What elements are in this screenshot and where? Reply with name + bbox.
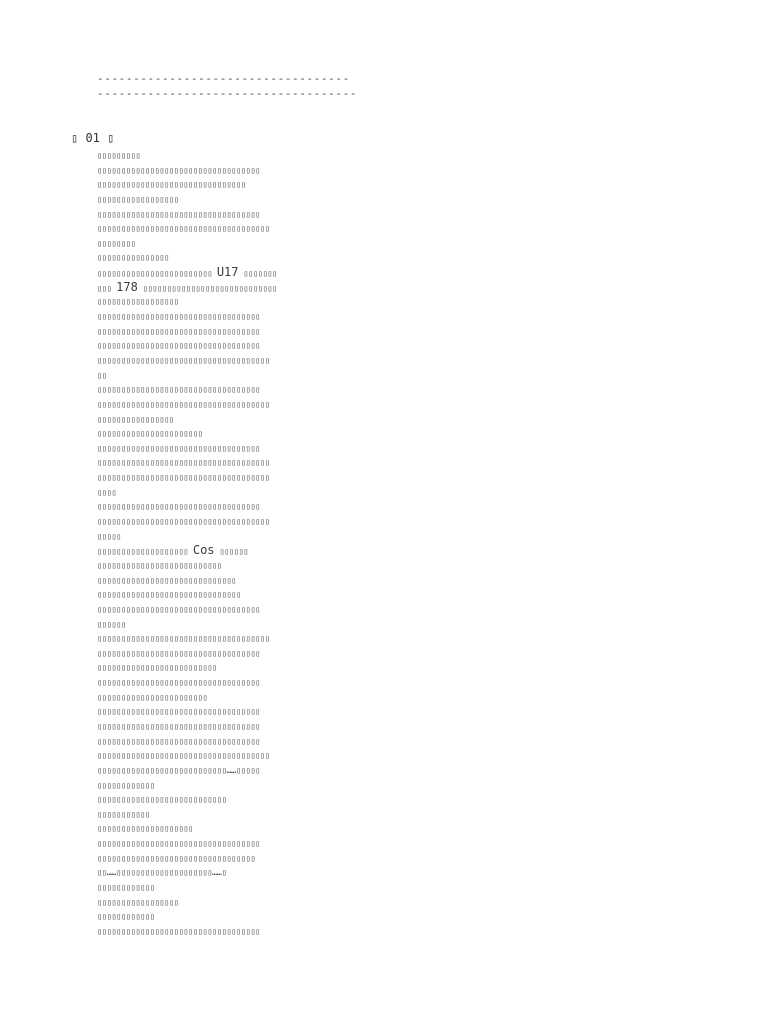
text-line: ▯▯▯▯▯▯▯▯▯▯▯▯▯▯▯▯▯▯▯▯▯▯▯▯▯▯▯▯▯▯▯▯▯▯: [97, 603, 260, 614]
text-line: ▯▯▯▯▯▯▯▯▯▯▯▯▯▯▯▯▯▯▯▯▯▯▯▯ U17 ▯▯▯▯▯▯▯: [97, 265, 277, 280]
text-line: ▯▯……▯▯▯▯▯▯▯▯▯▯▯▯▯▯▯▯▯▯▯▯……▯: [97, 867, 227, 878]
text-line: ▯▯▯▯▯▯▯▯▯▯▯▯▯▯▯▯▯▯▯▯▯▯▯▯▯▯▯▯▯: [97, 574, 236, 585]
text-line: ▯▯▯▯▯▯▯▯▯▯▯▯▯▯▯▯▯▯▯▯▯▯▯▯▯▯▯▯▯▯▯▯▯▯: [97, 442, 260, 453]
text-line: ▯▯▯▯▯▯▯▯▯▯▯▯▯▯▯▯▯▯▯▯▯▯▯▯▯▯▯▯▯▯▯▯▯▯: [97, 735, 260, 746]
text-line: ▯▯▯▯▯▯▯▯▯▯▯▯▯▯▯▯▯▯▯▯▯▯▯▯▯▯▯……▯▯▯▯▯: [97, 764, 260, 775]
text-line: ▯▯▯▯▯▯▯▯▯▯▯▯▯▯▯▯▯▯▯▯▯▯▯▯▯▯▯▯▯▯▯▯▯▯: [97, 325, 260, 336]
text-line: ▯▯▯▯▯▯▯▯▯▯▯▯▯▯▯▯▯▯▯▯▯▯▯▯▯▯▯▯▯▯▯▯▯▯: [97, 384, 260, 395]
text-line: ▯▯▯▯▯▯▯▯▯▯▯▯▯▯▯▯▯▯▯▯▯▯▯▯▯: [97, 662, 217, 673]
inline-latin-text: 178: [116, 279, 138, 294]
text-line: ▯▯▯▯▯▯▯▯▯▯▯▯▯▯▯▯▯▯▯▯▯▯▯▯▯▯▯▯▯▯▯▯▯▯: [97, 501, 260, 512]
text-line: ▯▯▯▯▯▯▯▯▯▯▯▯▯▯▯▯▯▯▯ Cos ▯▯▯▯▯▯: [97, 543, 249, 558]
text-line: ▯▯▯▯▯▯▯▯▯▯▯▯▯▯▯▯▯▯▯▯▯▯▯▯▯▯▯▯▯▯: [97, 589, 241, 600]
text-line: ▯▯▯▯▯▯▯▯▯▯▯▯▯▯▯: [97, 252, 169, 263]
text-line: ▯▯▯▯▯▯▯▯▯▯▯▯▯▯▯▯▯▯▯▯▯▯▯▯▯▯▯▯▯▯▯▯▯▯▯▯: [97, 750, 270, 761]
text-line: ▯▯▯▯▯▯▯▯▯▯▯▯▯▯▯▯▯▯▯▯▯▯▯▯▯▯▯▯▯▯▯▯▯▯: [97, 677, 260, 688]
text-line: ▯▯▯▯▯▯▯▯▯▯▯▯▯▯▯▯▯▯▯▯▯▯▯▯▯▯▯▯▯▯▯▯▯▯▯▯: [97, 223, 270, 234]
inline-latin-text: Cos: [192, 543, 215, 558]
text-line: ▯▯▯▯▯▯▯▯▯: [97, 150, 141, 160]
text-line: ▯▯▯▯▯▯▯▯▯▯▯▯▯▯▯▯▯▯▯▯▯▯▯▯▯▯▯▯▯▯▯▯▯▯▯▯: [97, 516, 270, 527]
inline-latin-text: U17: [216, 265, 239, 280]
text-line: ▯▯▯▯▯▯▯▯▯▯▯▯▯▯▯▯▯▯▯▯▯▯▯▯▯▯▯▯▯▯▯▯▯▯: [97, 720, 260, 731]
text-line: ▯▯▯▯▯▯▯▯▯▯▯▯▯▯▯▯▯▯▯▯▯▯▯▯▯▯▯▯▯▯▯▯▯▯▯▯: [97, 354, 270, 365]
text-line: ▯▯▯▯▯▯▯▯▯▯▯▯▯▯▯▯▯▯▯▯▯▯▯: [97, 691, 208, 702]
text-line: ▯▯▯▯▯▯▯▯▯▯▯▯▯▯▯▯▯▯▯▯: [97, 823, 193, 834]
text-line: ▯▯▯▯▯▯▯▯▯▯▯▯▯▯▯▯▯: [97, 193, 179, 204]
text-line: ▯▯▯▯▯▯▯▯▯▯▯▯▯▯▯▯▯▯▯▯▯▯▯▯▯▯▯▯▯▯▯: [97, 179, 246, 190]
text-line: ▯▯▯▯▯▯▯▯▯▯▯▯▯▯▯▯▯: [97, 896, 179, 907]
text-line: ▯▯▯▯▯▯▯▯▯▯▯▯▯▯▯▯: [97, 413, 174, 424]
text-line: ▯▯▯▯▯▯▯▯▯▯▯▯▯▯▯▯▯▯▯▯▯▯: [97, 428, 203, 439]
text-line: ▯▯▯▯▯▯▯▯▯▯▯▯▯▯▯▯▯▯▯▯▯▯▯▯▯▯▯▯▯▯▯▯▯▯▯▯: [97, 633, 270, 644]
text-line: ▯▯▯▯▯▯▯▯▯▯▯▯▯▯▯▯▯▯▯▯▯▯▯▯▯▯▯▯▯▯▯▯▯▯▯▯: [97, 398, 270, 409]
text-line: ▯▯▯▯▯▯▯▯▯▯▯▯▯▯▯▯▯▯▯▯▯▯▯▯▯▯▯▯▯▯▯▯▯▯: [97, 925, 260, 936]
text-line: ▯▯▯▯▯▯▯▯▯▯▯▯: [97, 779, 155, 790]
text-line: ▯▯▯▯▯▯▯▯▯▯▯▯▯▯▯▯▯▯▯▯▯▯▯▯▯▯▯▯▯▯▯▯▯▯: [97, 647, 260, 658]
text-line: ▯▯▯▯▯▯▯▯▯▯▯▯▯▯▯▯▯: [97, 296, 179, 307]
text-line: ▯▯: [97, 369, 107, 380]
header-rule-top: -----------------------------------: [97, 72, 350, 85]
chapter-heading: ▯ 01 ▯: [71, 131, 115, 145]
text-line: ▯▯▯▯▯▯▯▯▯▯▯▯▯▯▯▯▯▯▯▯▯▯▯▯▯▯▯▯▯▯▯▯▯▯: [97, 838, 260, 849]
text-line: ▯▯▯▯▯▯▯▯▯▯▯▯▯▯▯▯▯▯▯▯▯▯▯▯▯▯: [97, 559, 222, 570]
text-line: ▯▯▯▯▯▯▯▯▯▯▯▯▯▯▯▯▯▯▯▯▯▯▯▯▯▯▯▯▯▯▯▯▯▯: [97, 311, 260, 322]
text-line: ▯▯▯▯▯▯▯▯▯▯▯: [97, 808, 150, 819]
body-text: [97, 148, 737, 939]
text-line: ▯▯▯▯▯▯▯▯: [97, 237, 136, 248]
text-line: ▯▯▯▯▯▯▯▯▯▯▯▯▯▯▯▯▯▯▯▯▯▯▯▯▯▯▯▯▯▯▯▯▯▯▯▯: [97, 457, 270, 468]
text-line: ▯▯▯▯▯▯▯▯▯▯▯▯▯▯▯▯▯▯▯▯▯▯▯▯▯▯▯▯▯▯▯▯▯▯▯▯: [97, 472, 270, 483]
text-line: ▯▯▯▯▯▯▯▯▯▯▯▯▯▯▯▯▯▯▯▯▯▯▯▯▯▯▯: [97, 794, 227, 805]
text-line: ▯▯▯▯▯▯▯▯▯▯▯▯: [97, 882, 155, 893]
text-line: ▯▯▯▯▯▯: [97, 618, 126, 629]
header-rule-bottom: ------------------------------------: [97, 87, 358, 100]
text-line: ▯▯▯ 178 ▯▯▯▯▯▯▯▯▯▯▯▯▯▯▯▯▯▯▯▯▯▯▯▯▯▯▯▯: [97, 279, 277, 294]
text-line: ▯▯▯▯▯▯▯▯▯▯▯▯▯▯▯▯▯▯▯▯▯▯▯▯▯▯▯▯▯▯▯▯▯▯: [97, 706, 260, 717]
text-line: ▯▯▯▯▯▯▯▯▯▯▯▯▯▯▯▯▯▯▯▯▯▯▯▯▯▯▯▯▯▯▯▯▯: [97, 852, 256, 863]
text-line: ▯▯▯▯▯▯▯▯▯▯▯▯▯▯▯▯▯▯▯▯▯▯▯▯▯▯▯▯▯▯▯▯▯▯: [97, 340, 260, 351]
text-line: ▯▯▯▯▯▯▯▯▯▯▯▯▯▯▯▯▯▯▯▯▯▯▯▯▯▯▯▯▯▯▯▯▯▯: [97, 164, 260, 175]
text-line: ▯▯▯▯▯▯▯▯▯▯▯▯: [97, 911, 155, 922]
text-line: ▯▯▯▯: [97, 486, 117, 497]
text-line: ▯▯▯▯▯: [97, 530, 121, 541]
text-line: ▯▯▯▯▯▯▯▯▯▯▯▯▯▯▯▯▯▯▯▯▯▯▯▯▯▯▯▯▯▯▯▯▯▯: [97, 208, 260, 219]
